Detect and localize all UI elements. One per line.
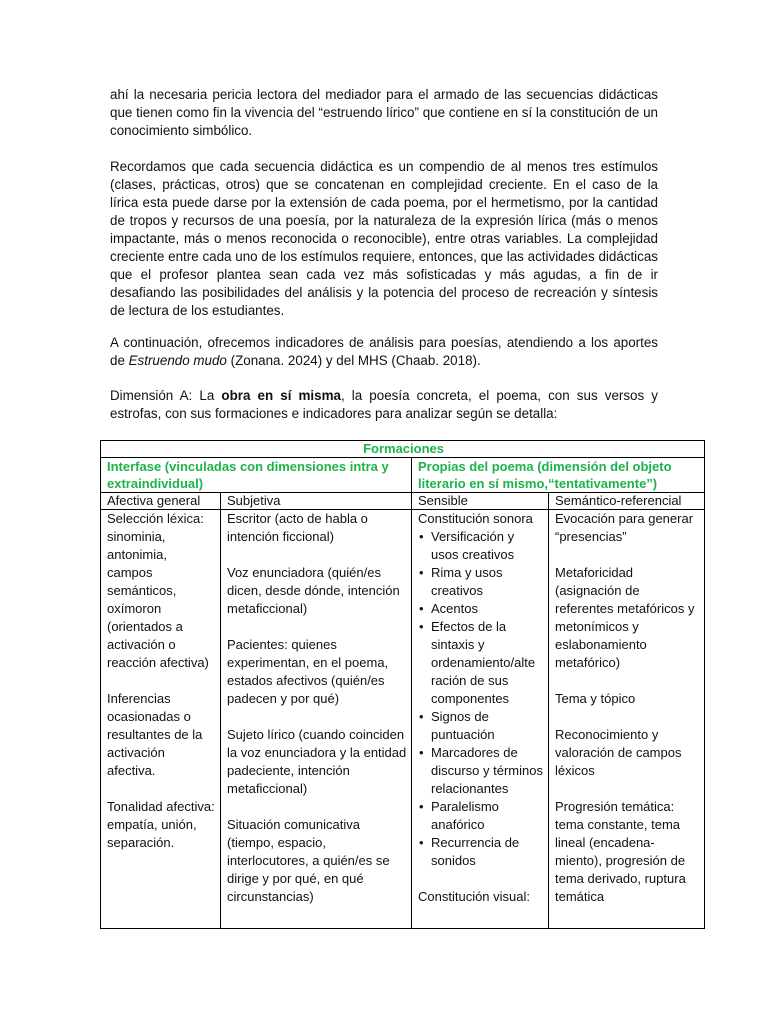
subjetiva-item: Escritor (acto de habla o intención ficcional) [227, 511, 368, 544]
list-item: • Marcadores de discurso y términos relacionantes [418, 744, 544, 798]
book-title-italic: Estruendo mudo [128, 353, 227, 368]
list-item: • Paralelismo anafórico [418, 798, 544, 834]
list-item: • Rima y usos creativos [418, 564, 544, 600]
list-item: • Signos de puntuación [418, 708, 544, 744]
column-header-subjetiva: Subjetiva [221, 493, 412, 510]
column-header-semantico: Semántico-referencial [549, 493, 705, 510]
afectiva-item: Selección léxica: sinominia, antonimia, campos semánticos, oxímoron (orientados a activación o reacción afectiva) [107, 511, 209, 670]
subjetiva-item: Pacientes: quienes experimentan, en el poema, estados afectivos (quién/es padecen y por qué) [227, 637, 389, 706]
subjetiva-item: Sujeto lírico (cuando coinciden la voz enunciadora y la entidad padeciente, intención metaficcional) [227, 727, 407, 796]
paragraph-1: ahí la necesaria pericia lectora del mediador para el armado de las secuencias didácticas que tienen como fin la vivencia del “estruendo lírico” que contiene en sí la constitución de un conocimiento simbólico. [110, 87, 658, 138]
cell-subjetiva [221, 510, 412, 929]
cell-semantico [549, 510, 705, 929]
group-header-interfase: Interfase (vinculadas con dimensiones intra y extraindividual) [101, 458, 412, 493]
list-item: • Acentos [418, 600, 544, 618]
list-item: • Versificación y usos creativos [418, 528, 544, 564]
paragraph-4-text-a: Dimensión A: La [110, 388, 222, 403]
sensible-outro: Constitución visual: [418, 889, 530, 904]
cell-sensible [412, 510, 549, 929]
subjetiva-item: Voz enunciadora (quién/es dicen, desde dónde, intención metaficcional) [227, 565, 400, 616]
paragraph-4-text-b: , la poesía concreta, el poema, con sus versos y estrofas, con sus formaciones e indicadores para analizar según se detalla: [110, 388, 658, 421]
list-item: • Recurrencia de sonidos [418, 834, 544, 870]
paragraph-3-text-a: A continuación, ofrecemos indicadores de análisis para poesías, atendiendo a los aportes de [110, 335, 658, 368]
paragraph-3-text-b: (Zonana. 2024) y del MHS (Chaab. 2018). [226, 353, 481, 368]
group-header-propias: Propias del poema (dimensión del objeto literario en sí mismo,“tentativamente”) [412, 458, 705, 493]
semantico-item: Tema y tópico [555, 691, 636, 706]
paragraph-3 [110, 334, 658, 370]
formaciones-table [100, 440, 705, 929]
table-title: Formaciones [101, 441, 705, 458]
sensible-bullet-list [418, 528, 544, 870]
semantico-item: Reconocimiento y valoración de campos léxicos [555, 727, 682, 778]
sensible-intro: Constitución sonora [418, 511, 533, 526]
column-header-sensible: Sensible [412, 493, 549, 510]
cell-afectiva [101, 510, 221, 929]
subjetiva-item: Situación comunicativa (tiempo, espacio, interlocutores, a quién/es se dirige y por qué, en qué circunstancias) [227, 817, 390, 904]
emphasis-bold: obra en sí misma [221, 388, 341, 403]
paragraph-2: Recordamos que cada secuencia didáctica es un compendio de al menos tres estímulos (clases, prácticas, otros) que se concatenan en complejidad creciente. En el caso de la lírica esta puede darse por la extensión de cada poema, por el hermetismo, por la cantidad de tropos y recursos de una poesía, por la naturaleza de la expresión lírica (más o menos impactante, más o menos reconocida o reconocible), entre otras variables. La complejidad creciente entre cada uno de los estímulos requiere, entonces, que las actividades didácticas que el profesor plantea sean cada vez más sofisticadas y más agudas, a fin de ir desafiando las posibilidades del análisis y la potencia del proceso de recreación y síntesis de lectura de los estudiantes. [110, 159, 658, 318]
semantico-item: Progresión temática: tema constante, tema lineal (encadena-miento), progresión de tema derivado, ruptura temática [555, 799, 686, 904]
semantico-item: Metaforicidad (asignación de referentes metafóricos y metonímicos y eslabonamiento metafórico) [555, 565, 695, 670]
semantico-item: Evocación para generar “presencias” [555, 511, 694, 544]
afectiva-item: Inferencias ocasionadas o resultantes de la activación afectiva. [107, 691, 203, 778]
paragraph-4 [110, 387, 658, 423]
list-item: • Efectos de la sintaxis y ordenamiento/alte ración de sus componentes [418, 618, 544, 708]
afectiva-item: Tonalidad afectiva: empatía, unión, separación. [107, 799, 215, 850]
column-header-afectiva: Afectiva general [101, 493, 221, 510]
